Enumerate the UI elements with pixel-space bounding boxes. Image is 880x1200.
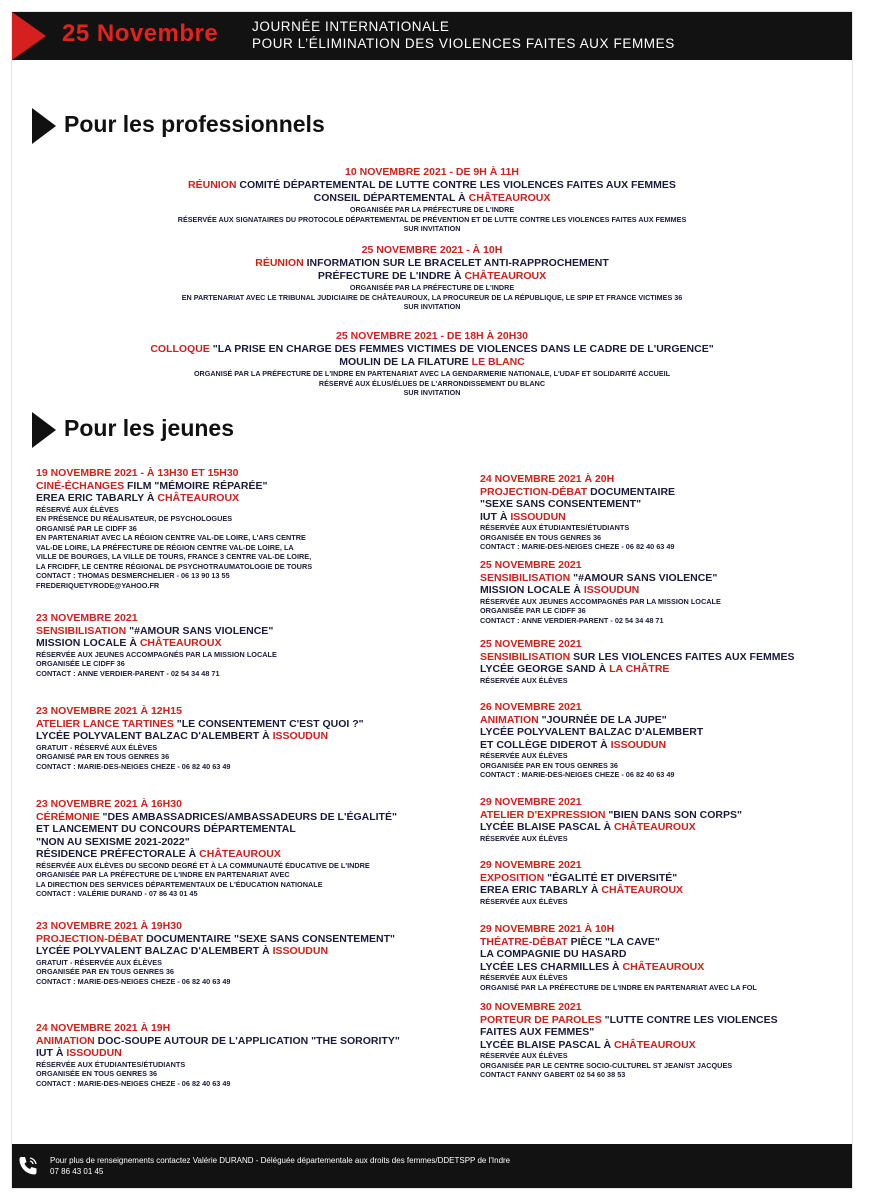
section-triangle-icon (32, 108, 56, 144)
event-title (36, 933, 456, 946)
event-block (36, 705, 456, 771)
event-block (480, 859, 880, 906)
event-detail: SUR INVITATION (403, 224, 461, 233)
event-place (36, 730, 456, 743)
event-city: CHÂTEAUROUX (468, 192, 551, 204)
event-block (36, 467, 456, 590)
event-city: ISSOUDUN (66, 1047, 122, 1059)
event-detail: RÉSERVÉE AUX ÉLÈVES (480, 751, 568, 760)
event-block (36, 920, 456, 986)
event-name: "DES AMBASSADRICES/AMBASSADEURS DE L'ÉGALITÉ" (99, 810, 397, 823)
event-type: THÉATRE-DÉBAT (480, 935, 568, 948)
header-line-1: JOURNÉE INTERNATIONALE (252, 19, 450, 34)
event-detail: ORGANISÉE PAR EN TOUS GENRES 36 (480, 760, 618, 770)
event-type: PORTEUR DE PAROLES (480, 1013, 602, 1026)
event-place (112, 192, 752, 205)
event-type: SENSIBILISATION (480, 571, 571, 584)
event-block (36, 1022, 456, 1088)
event-place (36, 637, 456, 650)
event-date: 25 NOVEMBRE 2021 - À 10H (361, 244, 503, 256)
event-name: DOC-SOUPE AUTOUR DE L'APPLICATION "THE SORORITY" (94, 1034, 400, 1047)
event-detail: RÉSERVÉE AUX ÉLÈVES DU SECOND DEGRÉ ET À LA COMMUNAUTÉ ÉDUCATIVE DE L'INDRE (36, 860, 370, 870)
event-venue: CONSEIL DÉPARTEMENTAL À (313, 192, 469, 204)
event-detail: CONTACT : MARIE-DES-NEIGES CHEZE - 06 82 40 63 49 (36, 1078, 231, 1088)
event-title (112, 179, 752, 192)
event-detail: RÉSERVÉE AUX ÉLÈVES (480, 675, 568, 685)
footer-line-1: Pour plus de renseignements contactez Valérie DURAND - Déléguée départementale aux droits des femmes/DDETSPP de l'Indre (50, 1156, 511, 1165)
event-venue: MOULIN DE LA FILATURE (339, 356, 472, 368)
event-type: CÉRÉMONIE (36, 810, 100, 823)
event-city: CHÂTEAUROUX (614, 1038, 696, 1051)
event-title (480, 572, 880, 585)
event-title (480, 809, 880, 822)
event-city: ISSOUDUN (610, 738, 667, 751)
event-city: ISSOUDUN (510, 510, 566, 523)
event-detail: ORGANISÉE PAR LA PRÉFECTURE DE L'INDRE EN PARTENARIAT AVEC (36, 870, 290, 879)
event-detail: CONTACT : THOMAS DESMERCHELIER - 06 13 90 13 55 (36, 571, 230, 580)
event-title-extra: LA COMPAGNIE DU HASARD (480, 948, 627, 960)
phone-icon (16, 1154, 40, 1178)
event-place (36, 945, 456, 958)
event-city: LA CHÂTRE (609, 663, 670, 675)
event-detail: ORGANISÉE EN TOUS GENRES 36 (36, 1069, 158, 1078)
event-title (480, 651, 880, 664)
event-name: DOCUMENTAIRE "SEXE SANS CONSENTEMENT" (143, 932, 396, 945)
event-detail: RÉSERVÉ AUX ÉLÈVES (36, 504, 119, 514)
event-venue: LYCÉE POLYVALENT BALZAC D'ALEMBERT À (36, 945, 273, 957)
event-place (36, 848, 456, 861)
event-block (36, 798, 456, 899)
event-place (480, 821, 880, 834)
event-city: CHÂTEAUROUX (157, 492, 240, 504)
event-place (480, 663, 880, 676)
event-date: 23 NOVEMBRE 2021 À 19H30 (36, 920, 182, 932)
event-venue: IUT À (36, 1047, 67, 1059)
event-detail: ORGANISÉE PAR LE CIDFF 36 (480, 606, 586, 615)
event-venue: IUT À (480, 510, 511, 523)
event-detail: VAL-DE LOIRE, LA PRÉFECTURE DE RÉGION CENTRE VAL-DE LOIRE, LA (36, 542, 294, 552)
event-detail: SUR INVITATION (403, 302, 461, 311)
event-venue: LYCÉE BLAISE PASCAL À (480, 1038, 614, 1051)
event-place (480, 1039, 880, 1052)
event-name: "LE CONSENTEMENT C'EST QUOI ?" (173, 717, 364, 730)
event-detail: SUR INVITATION (403, 388, 461, 397)
event-date: 23 NOVEMBRE 2021 (36, 612, 138, 624)
event-type: ANIMATION (36, 1034, 95, 1047)
event-block (480, 559, 880, 625)
event-place (112, 356, 752, 369)
event-city: LE BLANC (471, 356, 525, 368)
event-date: 29 NOVEMBRE 2021 (480, 859, 582, 871)
event-title (36, 811, 456, 824)
event-type: EXPOSITION (480, 871, 545, 884)
event-detail: ORGANISÉ PAR LA PRÉFECTURE DE L'INDRE EN PARTENARIAT AVEC LA GENDARMERIE NATIONALE, L'UDAF ET SOLIDARITÉ ACCUEIL (193, 369, 671, 378)
event-detail: FREDERIQUETYRODE@YAHOO.FR (36, 580, 160, 590)
event-place (480, 961, 880, 974)
header-line-2: POUR L’ÉLIMINATION DES VIOLENCES FAITES AUX FEMMES (252, 36, 675, 51)
event-place (36, 1047, 456, 1060)
event-venue: MISSION LOCALE À (480, 584, 584, 596)
event-name: "JOURNÉE DE LA JUPE" (538, 713, 667, 726)
event-date: 19 NOVEMBRE 2021 - À 13H30 ET 15H30 (36, 467, 239, 479)
event-block (480, 796, 880, 843)
event-block (480, 1001, 880, 1080)
event-title (480, 1014, 880, 1027)
event-place (480, 511, 880, 524)
event-title-extra: FAITES AUX FEMMES" (480, 1026, 595, 1038)
event-name: FILM "MÉMOIRE RÉPARÉE" (124, 479, 268, 492)
event-place (480, 884, 880, 897)
event-date: 23 NOVEMBRE 2021 À 16H30 (36, 798, 182, 810)
event-title (480, 486, 880, 499)
event-name: "ÉGALITÉ ET DIVERSITÉ" (544, 871, 678, 884)
event-name: "#AMOUR SANS VIOLENCE" (570, 571, 718, 584)
event-block (36, 612, 456, 678)
play-triangle-icon (12, 12, 46, 60)
event-detail: CONTACT : MARIE-DES-NEIGES CHEZE - 06 82 40 63 49 (480, 770, 675, 779)
event-name: INFORMATION SUR LE BRACELET ANTI-RAPPROCHEMENT (303, 257, 609, 269)
event-title-extra: ET LANCEMENT DU CONCOURS DÉPARTEMENTAL (36, 823, 296, 835)
event-detail: RÉSERVÉE AUX ÉLÈVES (480, 833, 568, 843)
event-detail: ORGANISÉE LE CIDFF 36 (36, 659, 125, 668)
event-detail: ORGANISÉE PAR LA PRÉFECTURE DE L'INDRE (349, 283, 515, 292)
event-name: COMITÉ DÉPARTEMENTAL DE LUTTE CONTRE LES VIOLENCES FAITES AUX FEMMES (236, 179, 676, 191)
event-venue: EREA ERIC TABARLY À (480, 884, 602, 896)
event-detail: EN PARTENARIAT AVEC LA RÉGION CENTRE VAL-DE LOIRE, L'ARS CENTRE (36, 533, 306, 542)
footer-line-2: 07 86 43 01 45 (50, 1167, 104, 1176)
event-detail: RÉSERVÉE AUX ÉTUDIANTES/ÉTUDIANTS (480, 523, 630, 532)
header-subtitle (252, 18, 675, 52)
event-detail: CONTACT : MARIE-DES-NEIGES CHEZE - 06 82 40 63 49 (36, 976, 231, 986)
event-title (480, 872, 880, 885)
event-name: DOCUMENTAIRE (587, 485, 676, 498)
event-type: ATELIER LANCE TARTINES (36, 717, 174, 730)
event-detail: RÉSERVÉE AUX SIGNATAIRES DU PROTOCOLE DÉPARTEMENTAL DE PRÉVENTION ET DE LUTTE CONTRE LES VIOLENCES FAITES AUX FEMMES (177, 214, 687, 224)
event-block (480, 473, 880, 552)
event-detail: CONTACT : MARIE-DES-NEIGES CHEZE - 06 82 40 63 49 (36, 761, 231, 771)
event-city: CHÂTEAUROUX (622, 960, 705, 973)
event-name: "LUTTE CONTRE LES VIOLENCES (601, 1013, 778, 1026)
event-type: PROJECTION-DÉBAT (36, 932, 144, 945)
event-date: 29 NOVEMBRE 2021 (480, 796, 582, 808)
event-type: SENSIBILISATION (480, 650, 571, 663)
event-date: 24 NOVEMBRE 2021 À 19H (36, 1022, 171, 1034)
event-city: ISSOUDUN (583, 584, 640, 596)
event-city: ISSOUDUN (272, 730, 329, 742)
event-name: PIÈCE "LA CAVE" (567, 935, 660, 948)
event-place (36, 492, 456, 505)
event-type: CINÉ-ÉCHANGES (36, 479, 125, 492)
event-place (480, 584, 880, 597)
flyer-page (12, 12, 852, 1188)
event-date: 24 NOVEMBRE 2021 À 20H (480, 473, 615, 485)
event-detail: ORGANISÉE EN TOUS GENRES 36 (480, 532, 602, 542)
event-title (112, 343, 752, 356)
event-date: 25 NOVEMBRE 2021 (480, 559, 582, 571)
event-place (112, 270, 752, 283)
event-date: 26 NOVEMBRE 2021 (480, 701, 582, 713)
event-detail: CONTACT FANNY GABERT 02 54 60 38 53 (480, 1070, 626, 1079)
event-detail: ORGANISÉ PAR LE CIDFF 36 (36, 523, 137, 533)
event-block (112, 330, 752, 398)
event-venue: LYCÉE LES CHARMILLES À (480, 960, 623, 973)
event-detail: ORGANISÉE PAR LA PRÉFECTURE DE L'INDRE (349, 205, 515, 214)
event-detail: CONTACT : ANNE VERDIER-PARENT - 02 54 34 48 71 (36, 668, 220, 678)
event-detail: EN PRÉSENCE DU RÉALISATEUR, DE PSYCHOLOGUES (36, 514, 233, 523)
event-block (112, 166, 752, 234)
event-name: "LA PRISE EN CHARGE DES FEMMES VICTIMES DE VIOLENCES DANS LE CADRE DE L'URGENCE" (209, 343, 714, 355)
event-title-extra: "SEXE SANS CONSENTEMENT" (480, 498, 642, 510)
event-type: RÉUNION (188, 179, 237, 191)
event-detail: LA DIRECTION DES SERVICES DÉPARTEMENTAUX DE L'ÉDUCATION NATIONALE (36, 879, 323, 889)
event-title (36, 1035, 456, 1048)
event-title (480, 714, 880, 727)
event-title (36, 625, 456, 638)
footer-banner (12, 1144, 852, 1188)
event-date: 30 NOVEMBRE 2021 (480, 1001, 582, 1013)
event-detail: EN PARTENARIAT AVEC LE TRIBUNAL JUDICIAIRE DE CHÂTEAUROUX, LA PROCUREUR DE LA RÉPUBLIQUE, LE SPIP ET FRANCE VICTIMES 36 (181, 292, 683, 302)
event-date: 23 NOVEMBRE 2021 À 12H15 (36, 705, 182, 717)
event-title (480, 936, 880, 949)
event-detail: RÉSERVÉ AUX ÉLUS/ÉLUES DE L'ARRONDISSEMENT DU BLANC (318, 378, 546, 388)
event-detail: RÉSERVÉE AUX ÉTUDIANTES/ÉTUDIANTS (36, 1059, 186, 1069)
event-venue: MISSION LOCALE À (36, 637, 140, 649)
event-venue: EREA ERIC TABARLY À (36, 492, 158, 504)
event-block (480, 701, 880, 780)
event-title (36, 718, 456, 731)
event-venue: PRÉFECTURE DE L'INDRE À (317, 270, 465, 282)
event-detail: RÉSERVÉE AUX JEUNES ACCOMPAGNÉS PAR LA MISSION LOCALE (36, 649, 277, 659)
event-title-extra: LYCÉE POLYVALENT BALZAC D'ALEMBERT (480, 726, 704, 738)
event-detail: RÉSERVÉE AUX ÉLÈVES (480, 1051, 568, 1060)
event-detail: ORGANISÉ PAR LA PRÉFECTURE DE L'INDRE EN PARTENARIAT AVEC LA FOL (480, 982, 757, 992)
section-triangle-icon (32, 412, 56, 448)
event-date: 10 NOVEMBRE 2021 - DE 9H À 11H (345, 166, 519, 178)
event-type: ANIMATION (480, 713, 539, 726)
event-detail: RÉSERVÉE AUX JEUNES ACCOMPAGNÉS PAR LA MISSION LOCALE (480, 596, 721, 606)
event-detail: ORGANISÉE PAR EN TOUS GENRES 36 (36, 967, 174, 976)
event-venue: LYCÉE POLYVALENT BALZAC D'ALEMBERT À (36, 730, 273, 742)
event-type: RÉUNION (255, 257, 304, 269)
header-banner (12, 12, 852, 60)
event-type: PROJECTION-DÉBAT (480, 485, 588, 498)
event-detail: RÉSERVÉE AUX ÉLÈVES (480, 973, 568, 982)
event-date: 29 NOVEMBRE 2021 À 10H (480, 923, 615, 935)
event-city: CHÂTEAUROUX (139, 637, 222, 649)
event-block (480, 638, 880, 685)
event-detail: GRATUIT - RÉSERVÉE AUX ÉLÈVES (36, 957, 162, 967)
event-venue: ET COLLÈGE DIDEROT À (480, 738, 611, 751)
event-city: CHÂTEAUROUX (199, 848, 281, 860)
event-name: "#AMOUR SANS VIOLENCE" (126, 624, 274, 637)
event-type: ATELIER D'EXPRESSION (480, 808, 606, 821)
footer-contact (50, 1155, 510, 1177)
event-detail: ORGANISÉ PAR EN TOUS GENRES 36 (36, 752, 170, 761)
event-place (480, 739, 880, 752)
event-title (36, 480, 456, 493)
event-date: 25 NOVEMBRE 2021 - DE 18H À 20H30 (336, 330, 528, 342)
event-name: SUR LES VIOLENCES FAITES AUX FEMMES (570, 650, 795, 663)
header-date: 25 Novembre (62, 20, 219, 47)
event-city: CHÂTEAUROUX (614, 821, 696, 833)
event-detail: RÉSERVÉE AUX ÉLÈVES (480, 896, 568, 906)
event-title (112, 257, 752, 270)
event-venue: RÉSIDENCE PRÉFECTORALE À (36, 848, 200, 860)
event-detail: CONTACT : ANNE VERDIER-PARENT - 02 54 34 48 71 (480, 615, 664, 625)
event-venue: LYCÉE GEORGE SAND À (480, 663, 610, 675)
event-type: COLLOQUE (150, 343, 210, 355)
event-block (480, 923, 880, 992)
event-city: CHÂTEAUROUX (601, 884, 684, 896)
section-title: Pour les jeunes (64, 415, 235, 441)
event-city: CHÂTEAUROUX (464, 270, 547, 282)
event-date: 25 NOVEMBRE 2021 (480, 638, 582, 650)
section-title: Pour les professionnels (64, 111, 325, 137)
event-detail: VILLE DE BOURGES, LA VILLE DE TOURS, FRANCE 3 CENTRE VAL-DE LOIRE, (36, 552, 312, 561)
event-block (112, 244, 752, 312)
event-venue: LYCÉE BLAISE PASCAL À (480, 821, 614, 833)
event-type: SENSIBILISATION (36, 624, 127, 637)
event-detail: LA FRCIDFF, LE CENTRE RÉGIONAL DE PSYCHOTRAUMATOLOGIE DE TOURS (36, 561, 313, 571)
event-detail: ORGANISÉE PAR LE CENTRE SOCIO-CULTUREL ST JEAN/ST JACQUES (480, 1060, 733, 1070)
event-city: ISSOUDUN (272, 945, 329, 957)
event-detail: CONTACT : VALÉRIE DURAND - 07 86 43 01 45 (36, 889, 198, 898)
event-detail: GRATUIT - RÉSERVÉ AUX ÉLÈVES (36, 742, 158, 752)
event-detail: CONTACT : MARIE-DES-NEIGES CHEZE - 06 82 40 63 49 (480, 542, 675, 551)
event-name: "BIEN DANS SON CORPS" (605, 808, 742, 821)
event-title-extra: "NON AU SEXISME 2021-2022" (36, 835, 190, 848)
